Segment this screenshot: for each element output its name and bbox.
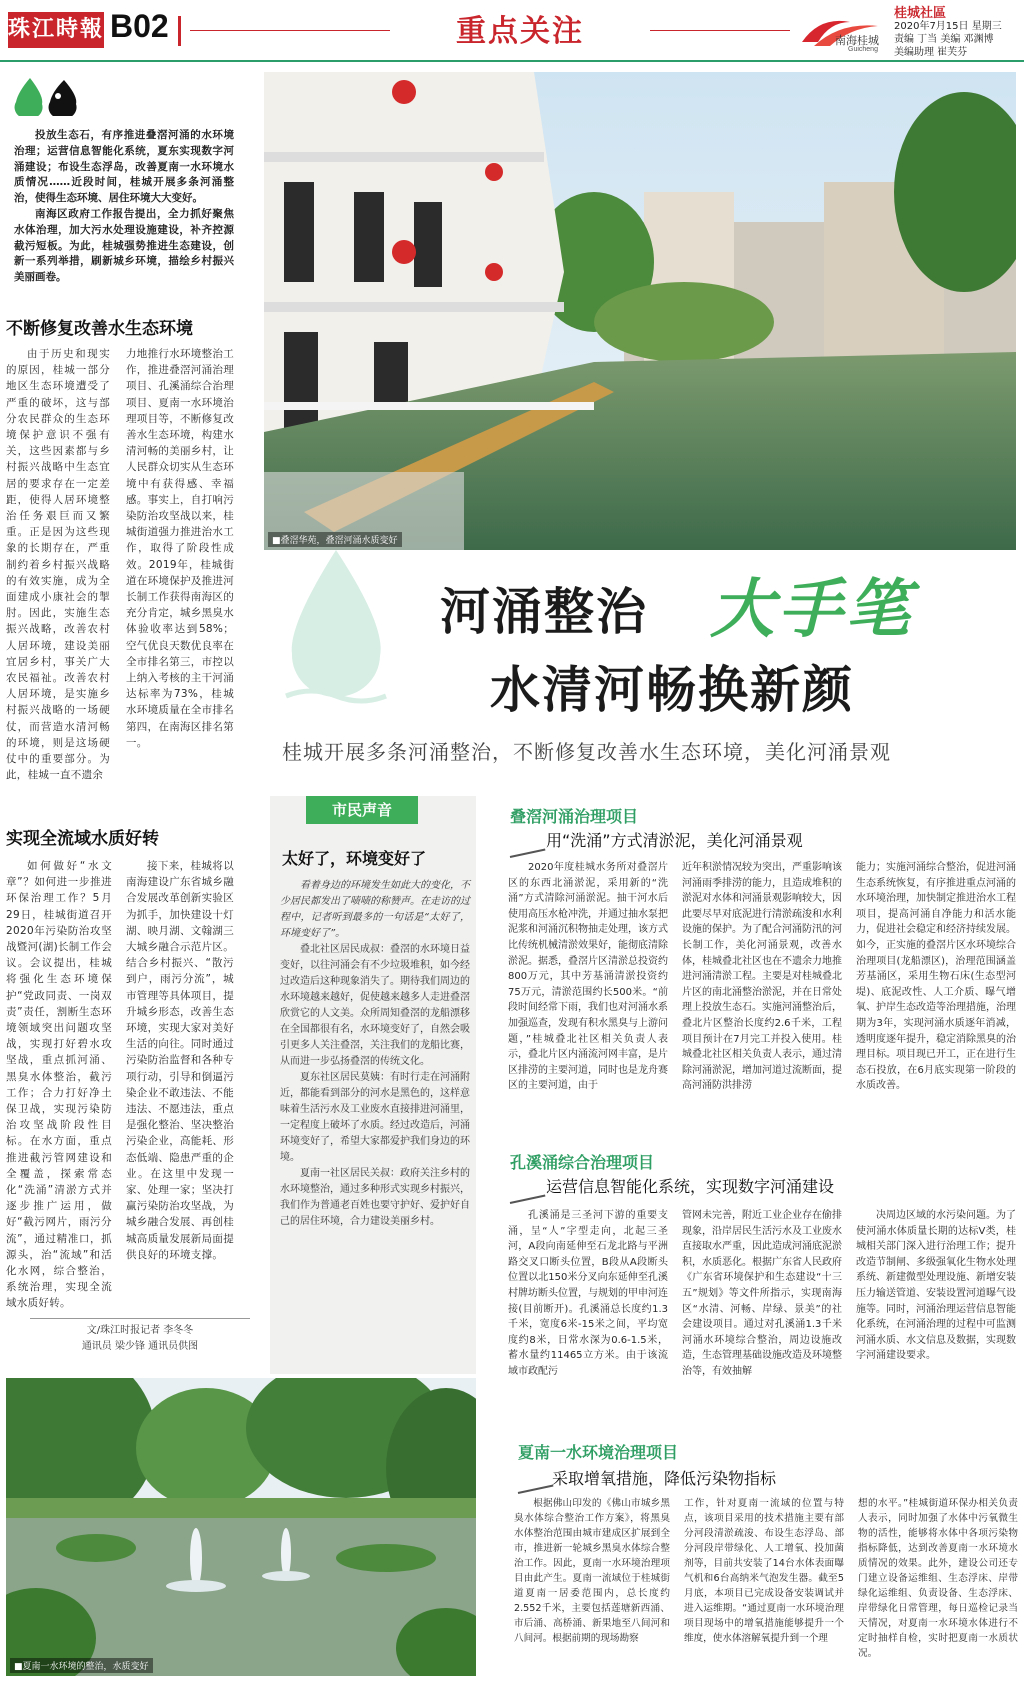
section1-col2: 力地推行水环境整治工作，推进叠滘河涌治理项目、孔溪涌综合治理项目、夏南一水环境治理项目等，不断修复改善水生态环境，构建水清河畅的美丽乡村，让人民群众切实从生态环境中有获得感、幸福感。事实上，自打响污染防治攻坚战以来，桂城街道强力推进治水工作，取得了阶段性成效。2019年，桂城街道在环境保护及推进河长制工作获得南海区的充分肯定，城乡黑臭水体验收率达到58%；空气优良天数优良率在全市排名第三，市控以上纳入考核的主干河涌达标率为73%，桂城水环境质量在全市排名第四，在南海区排名第一。	[126, 348, 234, 749]
column-name: 桂城社區	[894, 6, 947, 21]
intro-p2: 南海区政府工作报告提出，全力抓好聚焦水体治理，加大污水处理设施建设，补齐控源截污短板。为此，桂城强势推进生态建设，创新一系列举措，刷新城乡环境，描绘乡村振兴美丽画卷。	[14, 207, 234, 284]
photo-caption: ■夏南一水环境的整治，水质变好	[10, 1658, 153, 1673]
divider	[190, 30, 390, 31]
slash-divider	[518, 1485, 554, 1494]
masthead	[0, 0, 1024, 62]
divider	[178, 16, 181, 46]
fountain-photo-image	[6, 1378, 476, 1676]
newspaper-logo: 珠江時報	[8, 12, 104, 48]
project3-col1: 根据佛山印发的《佛山市城乡黑臭水体综合整治工作方案》，将黑臭水体整治范围由城市建成区扩展到全市，推进新一轮城乡黑臭水体综合整治工作。因此，夏南一水环境治理项目由此产生。夏南一流域位于桂城街道夏南一居委范围内，总长度约2.552千米，主要包括莲塘新西涌、市后涌、高桥涌、新果地至八间河和八间河。根据前期的现场勘察	[514, 1498, 670, 1644]
project1-col1: 2020年度桂城水务所对叠滘片区的东西北涌淤泥，采用新的“洗涌”方式清除河涌淤泥。抽干河水后使用高压水枪冲洗，并通过抽水泵把泥浆和河涌沉积物抽走处理，该方式比传统机械清淤效果好，能彻底清除淤泥。据悉，叠滘片区清淤总投资约800万元，其中芳基涌清淤投资约75万元，清淤范围约长500米。“前段时间经常下雨，我们也对河涌水系加强巡查，发现有积水黑臭与上游问题，”桂城叠北社区相关负责人表示，叠北片区内涌流河网丰富，是片区排涝的主要河道，同时也是龙舟赛区的主要河道，由于	[508, 862, 668, 1092]
section2-col2: 接下来，桂城将以南海建设广东省城乡融合发展改革创新实验区为抓手，加快建设十灯湖、映月湖、文翰湖三大城乡融合示范片区。结合乡村振兴、“散污到户，雨污分流”，城市管理等具体项目，提升城乡形态，改善生态环境，实现大家对美好生活的向往。同时通过污染防治监督和各种专项行动，引导和倒逼污染企业不敢违法、不能违法、不愿违法，重点是强化整治、坚决整治污染企业，高能耗、形态低端、隐患严重的企业。在这里中发现一家、处理一家；坚决打赢污染防治攻坚战，为城乡融合发展、再创桂城高质量发展新局面提供良好的环境支撑。	[126, 860, 234, 1261]
page-number: B02	[110, 8, 169, 44]
riverside-photo-image	[264, 72, 1016, 550]
voice-p1: 看着身边的环境发生如此大的变化，不少居民都发出了啧啧的称赞声。在走访的过程中，记者听到最多的一句话是“太好了，环境变好了”。	[280, 880, 470, 939]
section1-col1: 由于历史和现实的原因，桂城一部分地区生态环境遭受了严重的破坏，这与部分农民群众的生态环境保护意识不强有关，这些因素都与乡村振兴战略中生态宜居的要求存在一定差距，使得人居环境整治任务艰巨而又繁重。正是因为这些现象的长期存在，严重制约着乡村振兴战略的有效实施，成为全面建成小康社会的掣肘。因此，实施生态振兴战略，改善农村人居环境，建设美丽宜居乡村，事关广大农民福祉。改善农村人居环境，是实施乡村振兴战略的一场硬仗，而营造水清河畅的环境，则是这场硬仗中的重要部分。为此，桂城一直不遗余	[6, 348, 110, 782]
brand-name: 南海桂城	[835, 34, 879, 47]
slash-divider	[510, 1195, 546, 1204]
date-line: 2020年7月15日 星期三	[894, 21, 1002, 32]
section-title: 重点关注	[456, 14, 584, 49]
assistant-line: 美编助理 崔芙芬	[894, 47, 968, 58]
project2-col2: 管网未完善，附近工业企业存在偷排现象，沿岸居民生活污水及工业废水直接取水严重，因此造成河涌底泥淤积，水质恶化。根据广东省人民政府《广东省环境保护和生态建设“十三五”规划》等文件所指示，实现南海区“水清、河畅、岸绿、景美”的社会建设项目。通过对孔溪涌1.3千米河涌水环境综合整治，周边设施改造，生态管理基础设施改造及环境整治等，有效抽解	[682, 1210, 842, 1377]
photo-fountain-pond	[6, 1378, 476, 1676]
voice-p3: 夏东社区居民莫姨：有时行走在河涌附近，都能看到部分的河水是黑色的，这样意味着生活污水及工业废水直接排进河涌里，一定程度上破坏了水质。经过改造后，河涌环境变好了，希望大家都爱护我们身边的环境。	[280, 1072, 470, 1163]
headline-deck: 桂城开展多条河涌整治，不断修复改善水生态环境，美化河涌景观	[282, 740, 891, 764]
slash-divider	[510, 849, 546, 858]
water-drops-icon	[12, 74, 82, 116]
headline-part1: 河涌整治	[440, 583, 648, 641]
byline-reporter: 文/珠江时报记者 李冬冬	[86, 1325, 194, 1336]
voice-p2: 叠北社区居民成叔：叠滘的水环境日益变好，以往河涌会有不少垃圾堆积，如今经过改造后这种现象消失了。期待我们周边的水环境越来越好，促使越来越多人走进叠滘欣赏它的人文美。众所周知叠滘的龙船漂移在全国都很有名，水环境变好了，自然会吸引更多人关注叠滘，关注我们的龙船比赛，从而进一步弘扬叠滘的传统文化。	[280, 944, 470, 1067]
project-subtitle: 运营信息智能化系统，实现数字河涌建设	[546, 1177, 835, 1196]
brand-sub: Guicheng	[848, 46, 878, 53]
divider	[650, 30, 790, 31]
project-subtitle: 采取增氧措施，降低污染物指标	[552, 1469, 777, 1488]
project-title: 叠滘河涌治理项目	[510, 807, 639, 826]
byline-contributors: 通讯员 梁少锋 通讯员供图	[81, 1341, 199, 1352]
project1-col2: 近年积淤情况较为突出，严重影响该河涌雨季排涝的能力，且造成堆积的淤泥对水体和河涌景观影响较大，因此要尽早对底泥进行清淤疏浚和水利设施的保护。为了配合河涌防汛的河长制工作，美化河涌景观，改善水体，桂城叠北社区也在不遗余力地推进河涌清淤工程。主要是对桂城叠北片区的南北涌整治淤泥，并在日常处理上投放生态石。实施河涌整治后，叠北片区整治长度约2.6千米，工程项目预计在7月完工并投入使用。桂城叠北社区相关负责人表示，通过清除河涌淤泥，增加河道过流断面，提高河涌防洪排涝	[682, 862, 842, 1092]
project2-col1: 孔溪涌是三圣河下游的重要支涌，呈“人”字型走向，北起三圣河，A段向南延伸至石龙北路与平洲路交叉口断头位置，B段从A段断头位置以北150米分叉向东延伸至孔溪村牌坊断头位置，与规划的甲申河连接(目前断开)。孔溪涌总长度约1.3千米，宽度6米-15米之间，平均宽度约8米，日常水深为0.6-1.5米，蓄水量约11465立方米。由于该流域市政配污	[508, 1210, 668, 1377]
water-drop-icon	[276, 546, 396, 706]
photo-caption: ■叠滘华苑，叠滘河涌水质变好	[268, 532, 402, 547]
section-heading: 不断修复改善水生态环境	[6, 319, 193, 339]
project-title: 夏南一水环境治理项目	[518, 1443, 679, 1462]
project-title: 孔溪涌综合治理项目	[510, 1153, 655, 1172]
editor-line: 责编 丁当 美编 邓渊博	[894, 34, 994, 45]
project3-col3: 想的水平。”桂城街道环保办相关负责人表示，同时加强了水体中污氧微生物的活性，能够将水体中各项污染物指标降低，达到改善夏南一水环境水质情况的效果。此外，建设公司还专门建立设备运维组、生态浮床、岸带绿化运维组、负责设备、生态浮床、岸带绿化日常管理，每日巡检记录当天情况，对夏南一水环境水体进行不定时抽样自检，实时把夏南一水质状况。	[858, 1498, 1018, 1659]
meta-info	[894, 20, 1002, 59]
project1-col3: 能力；实施河涌综合整治，促进河涌生态系统恢复，有序推进重点河涌的水环境治理，加快制定推进治水工程项目，提高河涌自净能力和活水能力，促进社会稳定和经济持续发展。如今，正实施的叠滘片区水环境综合治理项目(龙船漂区)，治理范围涵盖芳基涌区，采用生物石床(生态型河堤)、底泥改性、人工介质、曝气增氧、护岸生态改造等治理措施，治理期为3年，实现河涌水质逐年消减，透明度逐年提升，稳定消除黑臭的治理目标。项目现已开工，正在进行生态石投放，在6月底实现第一阶段的水质改善。	[856, 862, 1016, 1092]
citizen-voice-tab: 市民声音	[306, 796, 418, 824]
headline-line2: 水清河畅换新颜	[490, 661, 854, 719]
section-heading: 实现全流域水质好转	[6, 829, 159, 849]
voice-p4: 夏南一社区居民关叔：政府关注乡村的水环境整治，通过多种形式实现乡村振兴，我们作为普通老百姓也要守护好、爱护好自己的居住环境，合力建设美丽乡村。	[280, 1168, 470, 1227]
citizen-voice-title: 太好了，环境变好了	[282, 849, 427, 868]
project-subtitle: 用“洗涌”方式清淤泥，美化河涌景观	[546, 831, 803, 850]
intro-paragraph	[14, 128, 234, 286]
byline	[30, 1318, 250, 1355]
photo-riverside	[264, 72, 1016, 550]
project3-col2: 工作，针对夏南一流域的位置与特点，该项目采用的技术措施主要有部分河段清淤疏浚、布设生态浮岛、部分河段岸带绿化、人工增氧、投加菌剂等，目前共安装了14台水体表面曝气机和6台高纳米气泡发生器。截至5月底，本项目已完成设备安装调试并进入运维期。“通过夏南一水环境治理项目现场中的增氧措施能够提升一个维度，使水体溶解氧提升到一个理	[684, 1498, 844, 1644]
headline-highlight: 大手笔	[710, 572, 914, 647]
project2-col3: 决周边区域的水污染问题。为了使河涌水体质量长期的达标V类，桂城相关部门深入进行治理工作；提升改造节制闸、多级强氧化生物水处理系统、新建微型处理设施、新增安装压力输送管道、安装设置河道曝气设施等。同时，河涌治理运营信息智能化系统，在河涌治理的过程中可监测河涌水质、水文信息及数据，实现数字河涌建设要求。	[856, 1210, 1016, 1362]
intro-p1: 投放生态石，有序推进叠滘河涌的水环境治理；运营信息智能化系统，夏东实现数字河涌建设；布设生态浮岛，改善夏南一水环境水质情况……近段时间，桂城开展多条河涌整治，使得生态环境、居住环境大大变好。	[14, 129, 234, 205]
section2-col1: 如何做好“水文章”？如何进一步推进环保治理工作？5月29日，桂城街道召开2020年污染防治攻坚战暨河(湖)长制工作会议。会议提出，桂城将强化生态环境保护“党政同责、一岗双责”责任，割断生态环境领域突出问题攻坚战，实现打好碧水攻坚战，重点抓河涌、黑臭水体整治，截污工作；合力打好净土保卫战，实现污染防治攻坚战阶段性目标。在水方面，重点推进截污管网建设和全覆盖，探索常态化“洗涌”清淤方式并逐步推广运用，做好“截污网片，雨污分流”，通过精准口，抓源头，治“流域”和活化水网，综合整治，系统治理，实现全流域水质好转。	[6, 860, 112, 1310]
citizen-voice-text	[280, 878, 470, 1230]
